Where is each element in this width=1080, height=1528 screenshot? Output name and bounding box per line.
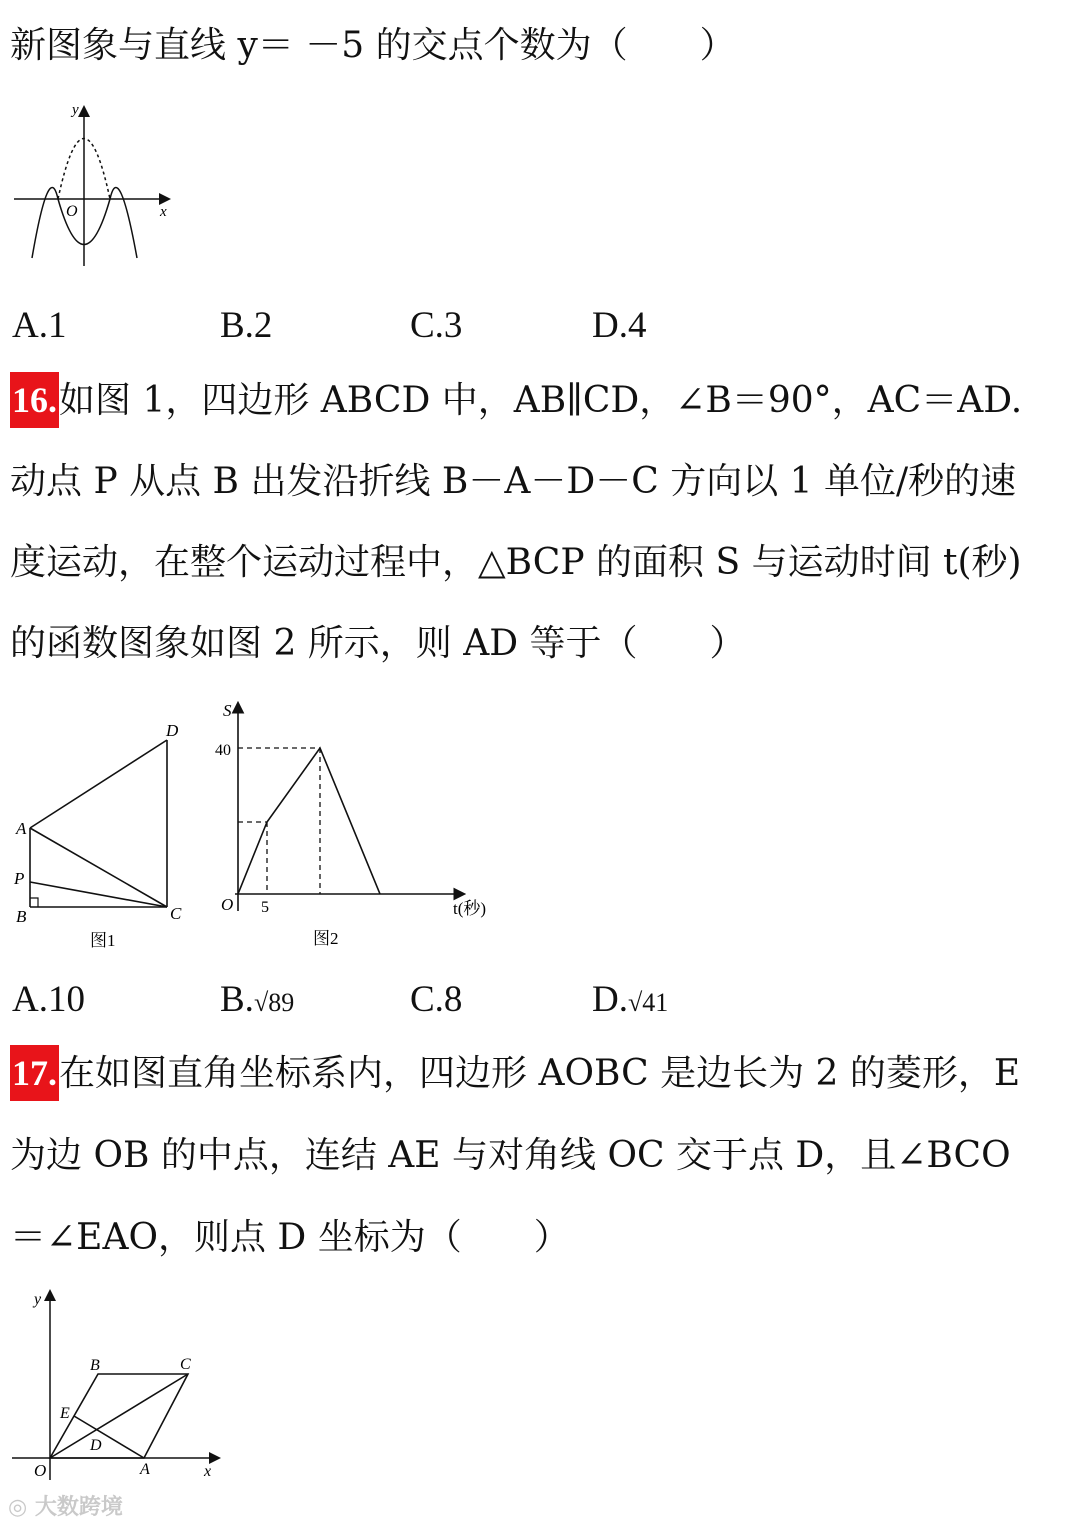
q16-line1-text: 如图 1，四边形 ABCD 中，AB∥CD，∠B＝90°，AC＝AD. bbox=[59, 380, 1023, 421]
q15-option-a[interactable]: A.1 bbox=[12, 305, 67, 346]
fig2-caption: 图2 bbox=[313, 929, 339, 948]
q16-option-d-sqrt: √41 bbox=[627, 988, 669, 1017]
q15-option-c[interactable]: C.3 bbox=[410, 305, 463, 346]
fig2-x-tick-5: 5 bbox=[261, 899, 269, 916]
fig1-label-d: D bbox=[166, 721, 179, 740]
q16-option-b[interactable] bbox=[220, 978, 294, 1025]
q16-figure1 bbox=[10, 716, 200, 956]
q17-line1-text: 在如图直角坐标系内，四边形 AOBC 是边长为 2 的菱形，E bbox=[59, 1053, 1021, 1094]
q16-option-a[interactable]: A.10 bbox=[12, 979, 85, 1020]
fig2-y-tick-40: 40 bbox=[215, 742, 231, 759]
q17-label-c: C bbox=[180, 1356, 191, 1373]
fig1-label-p: P bbox=[14, 869, 25, 888]
q17-label-b: B bbox=[90, 1357, 100, 1374]
q16-line2: 动点 P 从点 B 出发沿折线 B－A－D－C 方向以 1 单位/秒的速 bbox=[10, 461, 1017, 502]
q17-y-label: y bbox=[34, 1291, 42, 1308]
watermark-text: 大数跨境 bbox=[34, 1495, 123, 1520]
q16-option-d[interactable] bbox=[592, 978, 668, 1025]
q16-figure2 bbox=[205, 696, 515, 958]
q17-origin-label: O bbox=[34, 1461, 47, 1480]
q17-label-d: D bbox=[90, 1437, 102, 1454]
q16-option-b-sqrt: √89 bbox=[253, 988, 295, 1017]
q16-option-c[interactable]: C.8 bbox=[410, 979, 463, 1020]
q15-y-label: y bbox=[72, 102, 79, 118]
q17-figure bbox=[10, 1284, 230, 1484]
fig2-origin-label: O bbox=[221, 895, 234, 914]
fig1-label-c: C bbox=[170, 904, 182, 923]
fig2-t-label: t(秒) bbox=[453, 899, 487, 918]
q17-x-label: x bbox=[204, 1463, 212, 1480]
q17-line3: ＝∠EAO，则点 D 坐标为（ ） bbox=[10, 1217, 570, 1258]
fig1-label-b: B bbox=[16, 907, 27, 926]
q16-line4: 的函数图象如图 2 所示，则 AD 等于（ ） bbox=[10, 623, 746, 664]
fig2-s-label: S bbox=[223, 701, 232, 720]
q15-option-b[interactable]: B.2 bbox=[220, 305, 273, 346]
q15-option-d[interactable]: D.4 bbox=[592, 305, 647, 346]
q15-x-label: x bbox=[160, 204, 167, 220]
fig1-caption: 图1 bbox=[90, 931, 116, 950]
q16-option-d-letter: D. bbox=[592, 979, 628, 1020]
q17-number-badge: 17. bbox=[10, 1045, 59, 1101]
q16-line3: 度运动，在整个运动过程中，△BCP 的面积 S 与运动时间 t(秒) bbox=[10, 542, 1022, 583]
q15-origin-label: O bbox=[66, 203, 78, 220]
q15-stem-tail: 新图象与直线 y＝ －5 的交点个数为（ ） bbox=[10, 25, 736, 66]
q16-number-badge: 16. bbox=[10, 372, 59, 428]
q17-label-e: E bbox=[60, 1405, 70, 1422]
q15-graph bbox=[10, 98, 180, 273]
q16-line1 bbox=[10, 372, 1022, 429]
fig1-label-a: A bbox=[16, 819, 27, 838]
q16-option-b-letter: B. bbox=[220, 979, 254, 1020]
q17-label-a: A bbox=[140, 1461, 150, 1478]
watermark-logo: ◎ 大数跨境 bbox=[8, 1495, 123, 1520]
q17-line2: 为边 OB 的中点，连结 AE 与对角线 OC 交于点 D，且∠BCO bbox=[10, 1135, 1011, 1176]
q17-line1 bbox=[10, 1045, 1020, 1102]
